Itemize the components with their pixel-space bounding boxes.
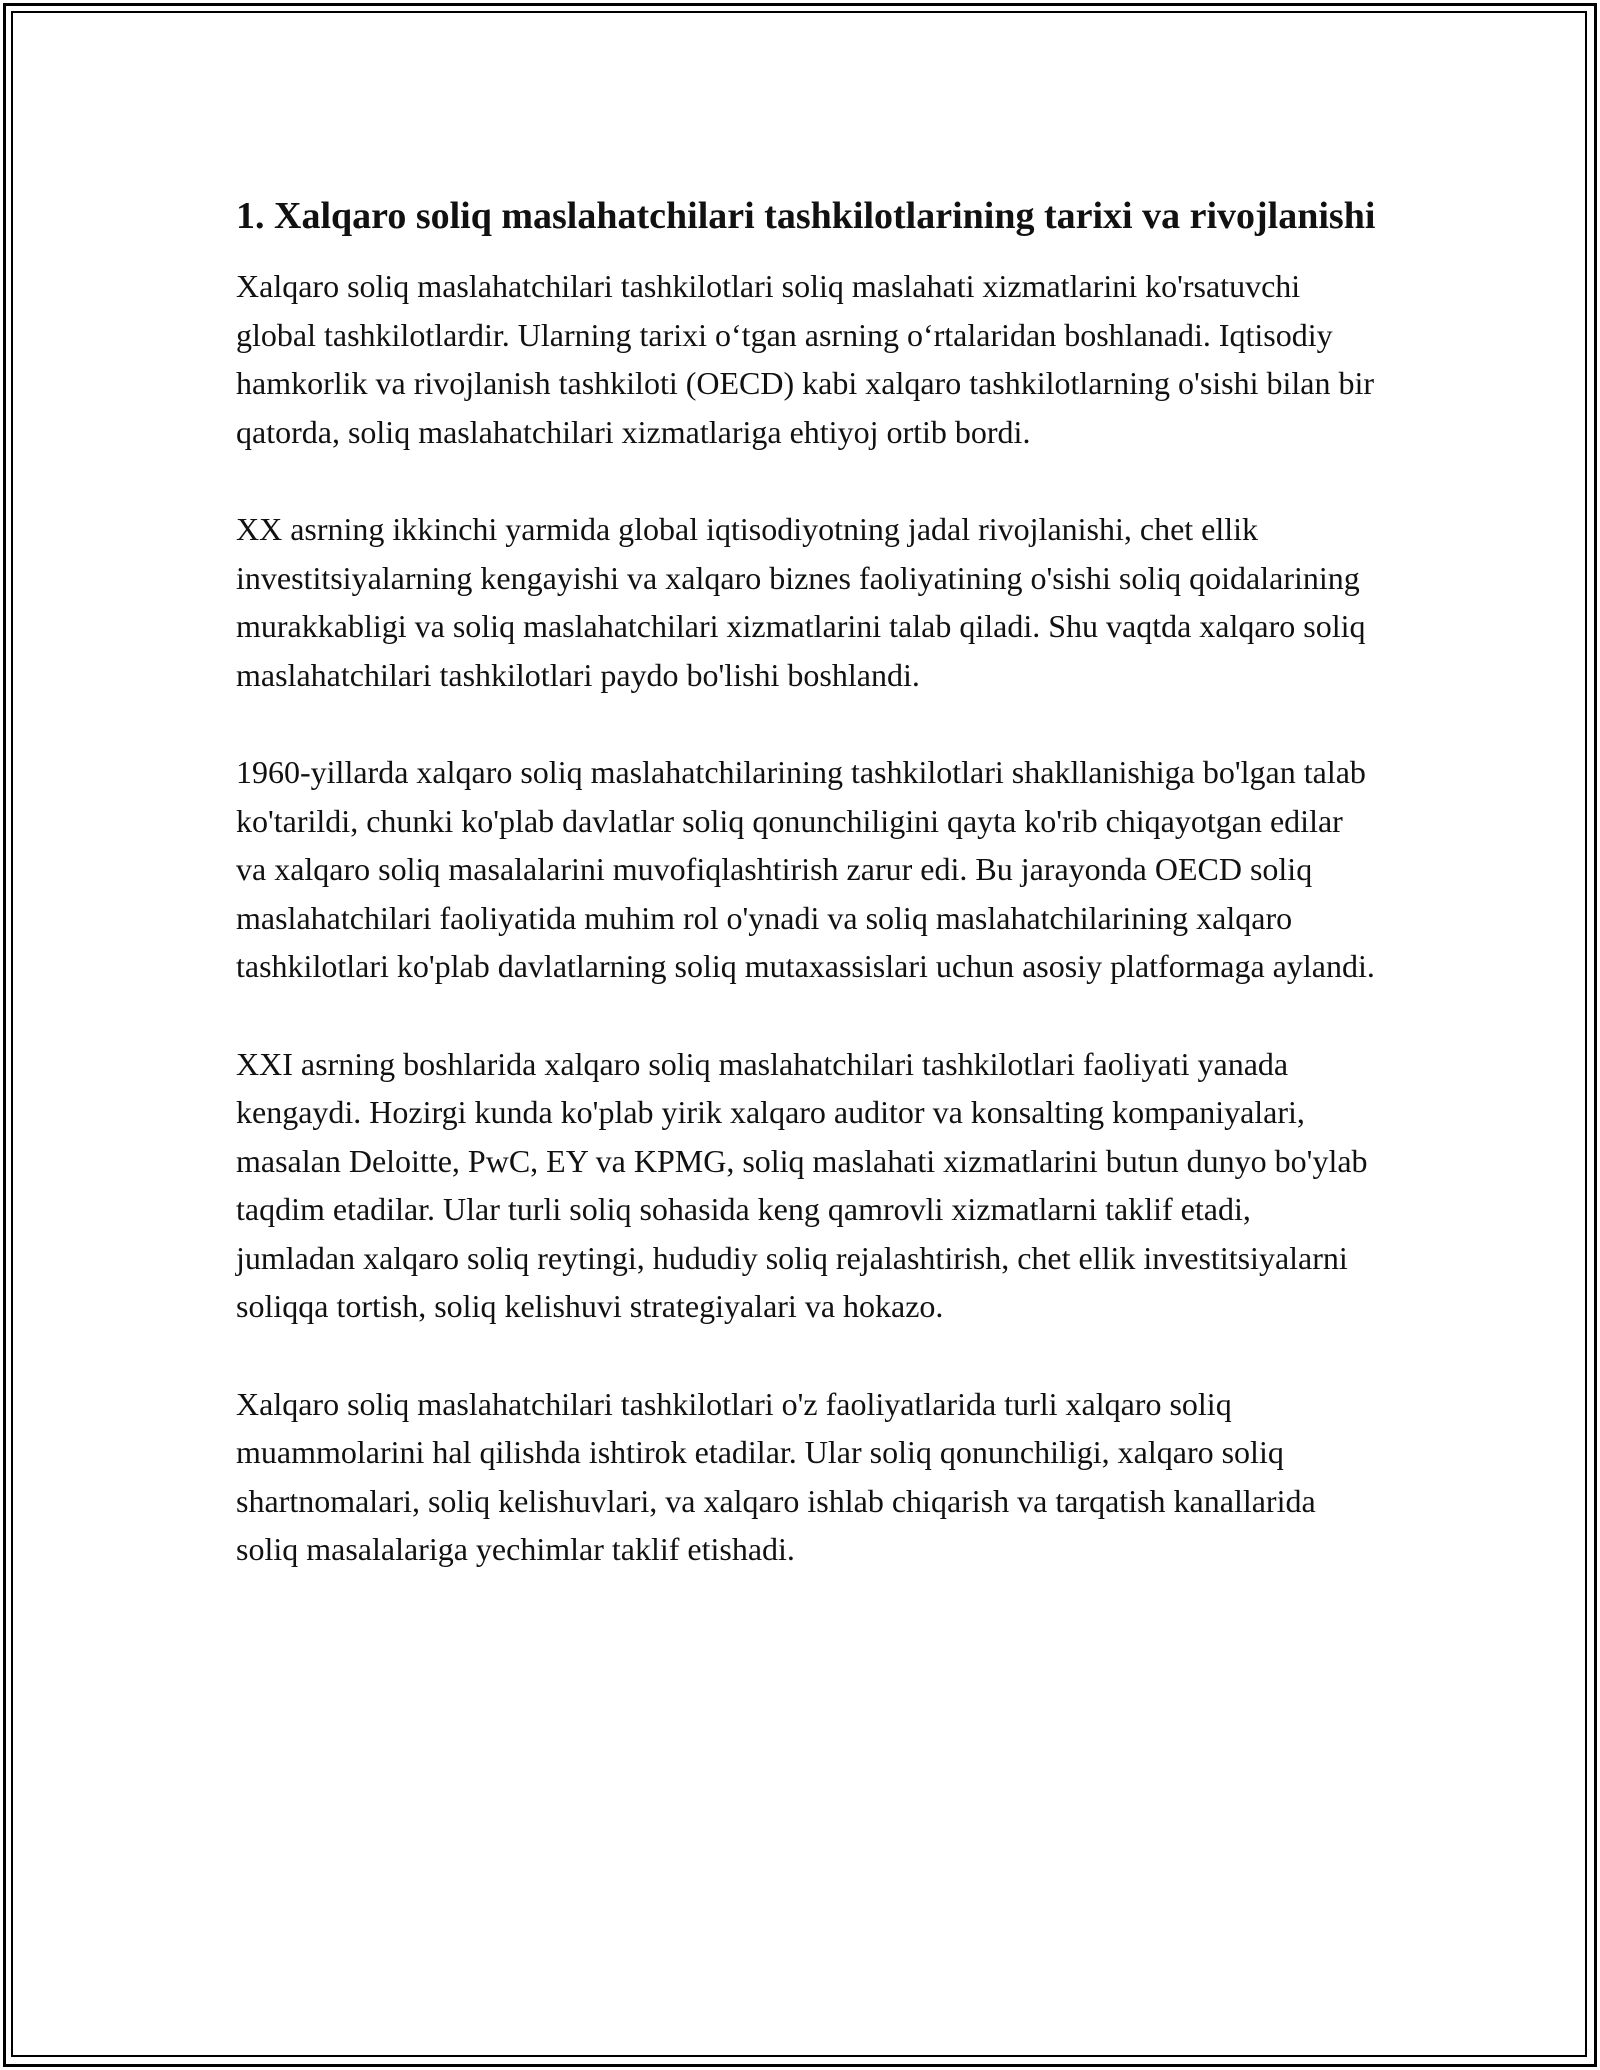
section-heading: 1. Xalqaro soliq maslahatchilari tashkilotlarining tarixi va rivojlanishi xyxy=(236,195,1376,237)
paragraph-2: XX asrning ikkinchi yarmida global iqtisodiyotning jadal rivojlanishi, chet ellik investitsiyalarning kengayishi va xalqaro biznes faoliyatining o'sishi soliq qoidalarining murakkabligi va soliq maslahatchilari xizmatlarini talab qiladi. Shu vaqtda xalqaro soliq maslahatchilari tashkilotlari paydo bo'lishi boshlandi. xyxy=(236,511,1366,693)
paragraph-4: XXI asrning boshlarida xalqaro soliq maslahatchilari tashkilotlari faoliyati yanada kengaydi. Hozirgi kunda ko'plab yirik xalqaro auditor va konsalting kompaniyalari, masalan Deloitte, PwC, EY va KPMG, soliq maslahati xizmatlarini butun dunyo bo'ylab taqdim etadilar. Ular turli soliq sohasida keng qamrovli xizmatlarni taklif etadi, jumladan xalqaro soliq reytingi, hududiy soliq rejalashtirish, chet ellik investitsiyalarni soliqqa tortish, soliq kelishuvi strategiyalari va hokazo. xyxy=(236,1045,1368,1324)
paragraph-3: 1960-yillarda xalqaro soliq maslahatchilarining tashkilotlari shakllanishiga bo'lgan talab ko'tarildi, chunki ko'plab davlatlar soliq qonunchiligini qayta ko'rib chiqayotgan edilar va xalqaro soliq masalalarini muvofiqlashtirish zarur edi. Bu jarayonda OECD soliq maslahatchilari faoliyatida muhim rol o'ynadi va soliq maslahatchilarining xalqaro tashkilotlari ko'plab davlatlarning soliq mutaxassislari uchun asosiy platformaga aylandi. xyxy=(236,754,1375,984)
document-body xyxy=(236,188,1376,1623)
paragraph-5: Xalqaro soliq maslahatchilari tashkilotlari o'z faoliyatlarida turli xalqaro soliq muammolarini hal qilishda ishtirok etadilar. Ular soliq qonunchiligi, xalqaro soliq shartnomalari, soliq kelishuvlari, va xalqaro ishlab chiqarish va tarqatish kanallarida soliq masalalariga yechimlar taklif etishadi. xyxy=(236,1385,1316,1567)
paragraph-1: Xalqaro soliq maslahatchilari tashkilotlari soliq maslahati xizmatlarini ko'rsatuvchi global tashkilotlardir. Ularning tarixi o‘tgan asrning o‘rtalaridan boshlanadi. Iqtisodiy hamkorlik va rivojlanish tashkiloti (OECD) kabi xalqaro tashkilotlarning o'sishi bilan bir qatorda, soliq maslahatchilari xizmatlariga ehtiyoj ortib bordi. xyxy=(236,268,1375,450)
